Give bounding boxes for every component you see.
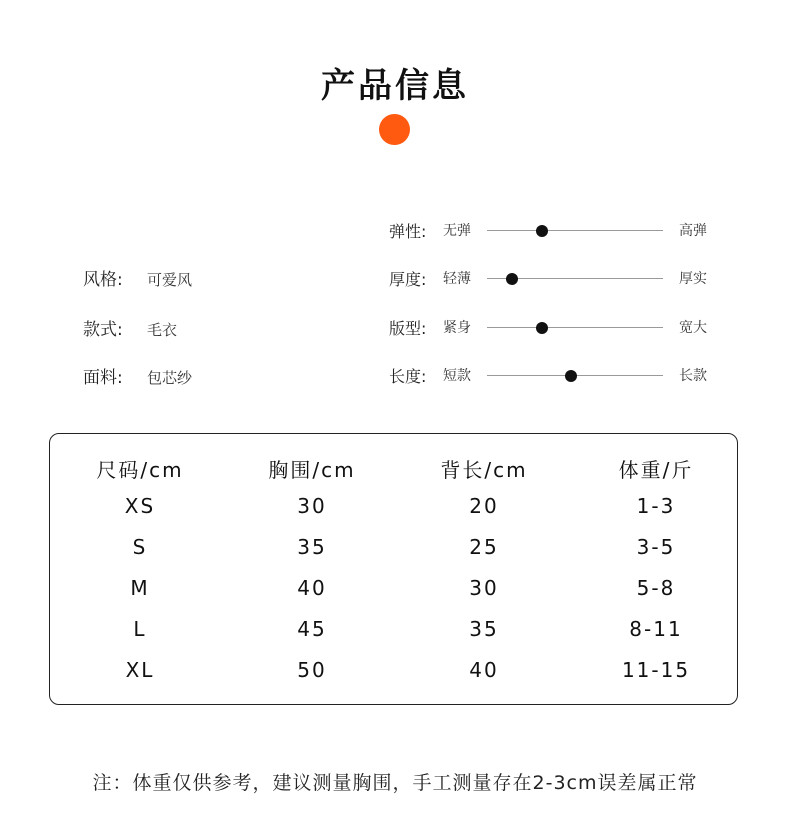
scale-indicator: [536, 225, 548, 237]
scale-high-label: 高弹: [679, 223, 707, 239]
table-header-cell: 胸围/cm: [268, 458, 356, 482]
attribute-row: [83, 315, 177, 340]
scale-row: [389, 364, 719, 388]
table-cell: L: [133, 617, 147, 641]
table-cell: 50: [297, 658, 327, 682]
table-cell: 25: [469, 535, 499, 559]
table-cell: 40: [297, 576, 327, 600]
scale-label: 厚度:: [389, 270, 427, 289]
table-cell: 3-5: [636, 535, 676, 559]
scale-label: 弹性:: [389, 222, 427, 241]
table-cell: 11-15: [621, 658, 691, 682]
scale-indicator: [536, 322, 548, 334]
table-cell: 45: [297, 617, 327, 641]
scale-low-label: 紧身: [443, 320, 471, 336]
table-cell: XL: [125, 658, 155, 682]
scale-low-label: 无弹: [443, 223, 471, 239]
table-header-cell: 体重/斤: [618, 458, 694, 482]
scale-row: [389, 316, 719, 340]
attribute-value: 可爱风: [147, 271, 193, 289]
scale-track: [487, 327, 663, 328]
table-cell: 30: [297, 494, 327, 518]
table-cell: 35: [297, 535, 327, 559]
scale-indicator: [565, 370, 577, 382]
scale-row: [389, 267, 719, 291]
scale-high-label: 宽大: [679, 320, 707, 336]
attribute-row: [83, 265, 192, 290]
table-cell: 40: [469, 658, 499, 682]
scale-high-label: 厚实: [679, 271, 707, 287]
scale-label: 版型:: [389, 319, 427, 338]
table-cell: 30: [469, 576, 499, 600]
table-cell: 8-11: [629, 617, 683, 641]
page-title: 产品信息: [321, 66, 469, 106]
attribute-key: 风格:: [83, 270, 123, 290]
table-cell: 35: [469, 617, 499, 641]
table-cell: M: [130, 576, 150, 600]
scale-label: 长度:: [389, 367, 427, 386]
table-cell: 1-3: [636, 494, 676, 518]
table-cell: XS: [124, 494, 156, 518]
scale-low-label: 短款: [443, 368, 471, 384]
table-cell: 20: [469, 494, 499, 518]
scale-high-label: 长款: [679, 368, 707, 384]
scale-row: [389, 219, 719, 243]
attribute-value: 毛衣: [147, 321, 178, 339]
attribute-value: 包芯纱: [147, 369, 193, 387]
table-header-cell: 尺码/cm: [96, 458, 184, 482]
accent-dot: [379, 114, 410, 145]
scale-low-label: 轻薄: [443, 271, 471, 287]
table-cell: 5-8: [636, 576, 676, 600]
attribute-row: [83, 363, 192, 388]
note-text: 注：体重仅供参考，建议测量胸围，手工测量存在2-3cm误差属正常: [92, 772, 698, 794]
scale-indicator: [506, 273, 518, 285]
attribute-key: 款式:: [83, 320, 123, 340]
attribute-key: 面料:: [83, 368, 123, 388]
scale-track: [487, 230, 663, 231]
table-header-cell: 背长/cm: [440, 458, 528, 482]
size-table: [49, 433, 738, 705]
table-cell: S: [132, 535, 148, 559]
